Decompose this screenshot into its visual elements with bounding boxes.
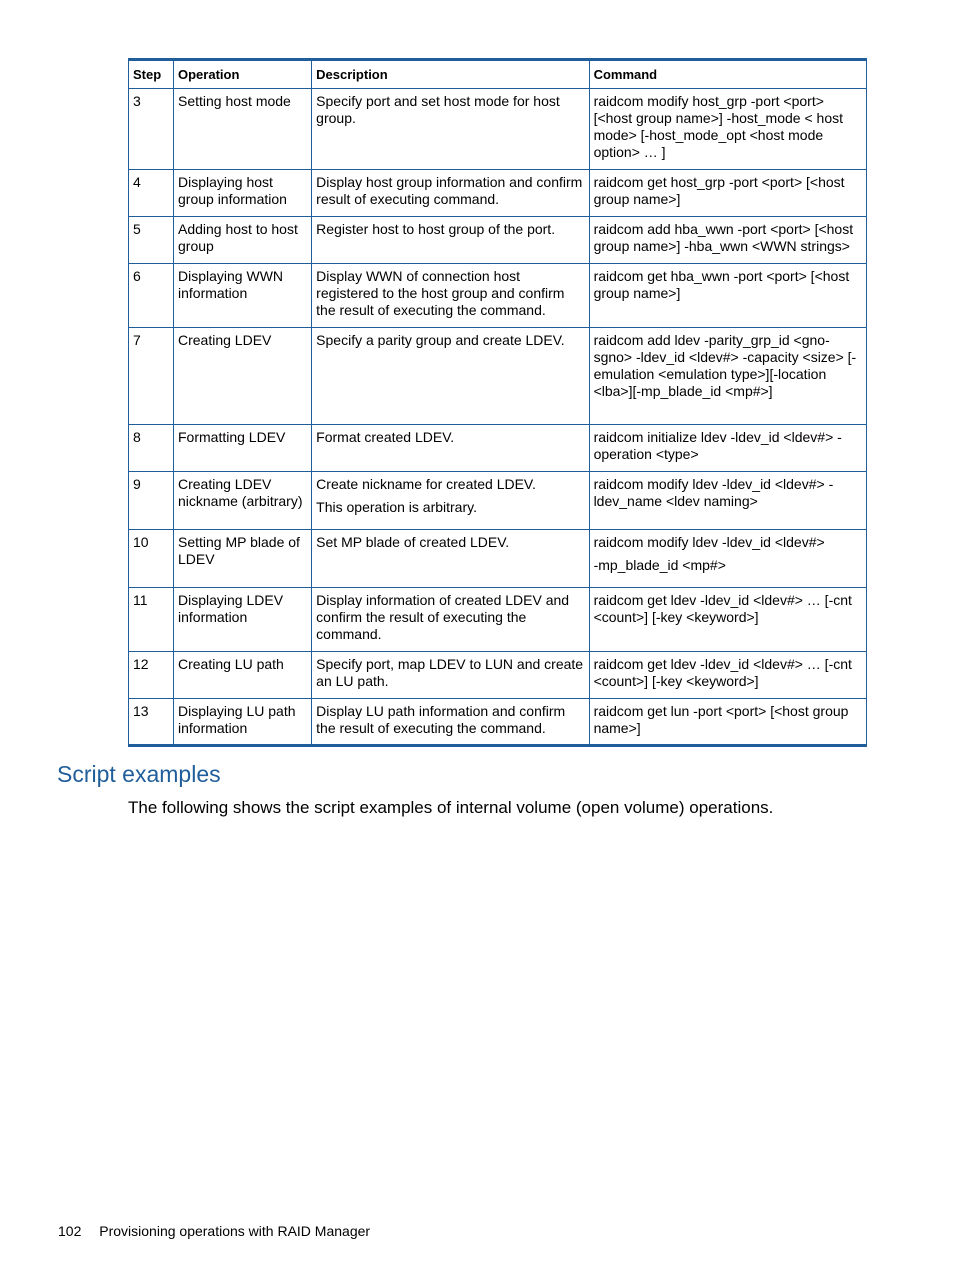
page-number: 102 xyxy=(58,1223,82,1239)
table-row xyxy=(129,170,867,217)
operation-cell: Creating LDEV nickname (arbitrary) xyxy=(174,472,312,530)
table-row xyxy=(129,425,867,472)
table-row xyxy=(129,472,867,530)
command-cell: raidcom add ldev -parity_grp_id <gno-sgno> -ldev_id <ldev#> -capacity <size> [-emulation <emulation type>][-location <lba>][-mp_blade_id <mp#>] xyxy=(589,328,866,425)
table-row xyxy=(129,699,867,746)
operation-cell: Creating LDEV xyxy=(174,328,312,425)
command-cell: raidcom get hba_wwn -port <port> [<host group name>] xyxy=(589,264,866,328)
command-cell: raidcom modify ldev -ldev_id <ldev#> -ldev_name <ldev naming> xyxy=(589,472,866,530)
table-row xyxy=(129,89,867,170)
step-cell: 7 xyxy=(129,328,174,425)
step-cell: 11 xyxy=(129,588,174,652)
header-command: Command xyxy=(589,60,866,89)
description-cell: Register host to host group of the port. xyxy=(312,217,589,264)
operation-cell: Adding host to host group xyxy=(174,217,312,264)
step-cell: 6 xyxy=(129,264,174,328)
operation-cell: Setting host mode xyxy=(174,89,312,170)
table-header-row xyxy=(129,60,867,89)
description-cell: Specify port, map LDEV to LUN and create an LU path. xyxy=(312,652,589,699)
header-step: Step xyxy=(129,60,174,89)
step-cell: 12 xyxy=(129,652,174,699)
operation-cell: Setting MP blade of LDEV xyxy=(174,530,312,588)
table-row xyxy=(129,264,867,328)
command-cell: raidcom add hba_wwn -port <port> [<host group name>] -hba_wwn <WWN strings> xyxy=(589,217,866,264)
command-cell: raidcom get lun -port <port> [<host group name>] xyxy=(589,699,866,746)
header-operation: Operation xyxy=(174,60,312,89)
description-cell: Display WWN of connection host registered to the host group and confirm the result of executing the command. xyxy=(312,264,589,328)
section-heading: Script examples xyxy=(57,761,221,787)
description-cell: Specify a parity group and create LDEV. xyxy=(312,328,589,425)
operation-cell: Displaying WWN information xyxy=(174,264,312,328)
page-footer xyxy=(58,1223,370,1240)
table-row xyxy=(129,217,867,264)
table-row xyxy=(129,652,867,699)
description-cell: Display host group information and confirm result of executing command. xyxy=(312,170,589,217)
step-cell: 13 xyxy=(129,699,174,746)
footer-title: Provisioning operations with RAID Manager xyxy=(99,1223,371,1239)
description-cell: Format created LDEV. xyxy=(312,425,589,472)
operation-cell: Creating LU path xyxy=(174,652,312,699)
command-cell: raidcom get host_grp -port <port> [<host group name>] xyxy=(589,170,866,217)
operations-table xyxy=(128,58,867,747)
description-cell: Display LU path information and confirm the result of executing the command. xyxy=(312,699,589,746)
step-cell: 4 xyxy=(129,170,174,217)
step-cell: 10 xyxy=(129,530,174,588)
table-row xyxy=(129,588,867,652)
command-cell: raidcom initialize ldev -ldev_id <ldev#> -operation <type> xyxy=(589,425,866,472)
command-cell: raidcom get ldev -ldev_id <ldev#> … [-cnt <count>] [-key <keyword>] xyxy=(589,588,866,652)
step-cell: 9 xyxy=(129,472,174,530)
table-row xyxy=(129,530,867,588)
step-cell: 8 xyxy=(129,425,174,472)
description-cell: Display information of created LDEV and confirm the result of executing the command. xyxy=(312,588,589,652)
command-cell: raidcom modify ldev -ldev_id <ldev#> -mp_blade_id <mp#> xyxy=(589,530,866,588)
operation-cell: Displaying LU path information xyxy=(174,699,312,746)
operation-cell: Displaying host group information xyxy=(174,170,312,217)
command-cell: raidcom modify host_grp -port <port> [<host group name>] -host_mode < host mode> [-host_mode_opt <host mode option> … ] xyxy=(589,89,866,170)
description-cell: Specify port and set host mode for host group. xyxy=(312,89,589,170)
description-cell: Create nickname for created LDEV. This operation is arbitrary. xyxy=(312,472,589,530)
operation-cell: Formatting LDEV xyxy=(174,425,312,472)
section-intro: The following shows the script examples of internal volume (open volume) operations. xyxy=(128,798,774,817)
description-cell: Set MP blade of created LDEV. xyxy=(312,530,589,588)
step-cell: 5 xyxy=(129,217,174,264)
command-cell: raidcom get ldev -ldev_id <ldev#> … [-cnt <count>] [-key <keyword>] xyxy=(589,652,866,699)
table-row xyxy=(129,328,867,425)
operation-cell: Displaying LDEV information xyxy=(174,588,312,652)
step-cell: 3 xyxy=(129,89,174,170)
header-description: Description xyxy=(312,60,589,89)
